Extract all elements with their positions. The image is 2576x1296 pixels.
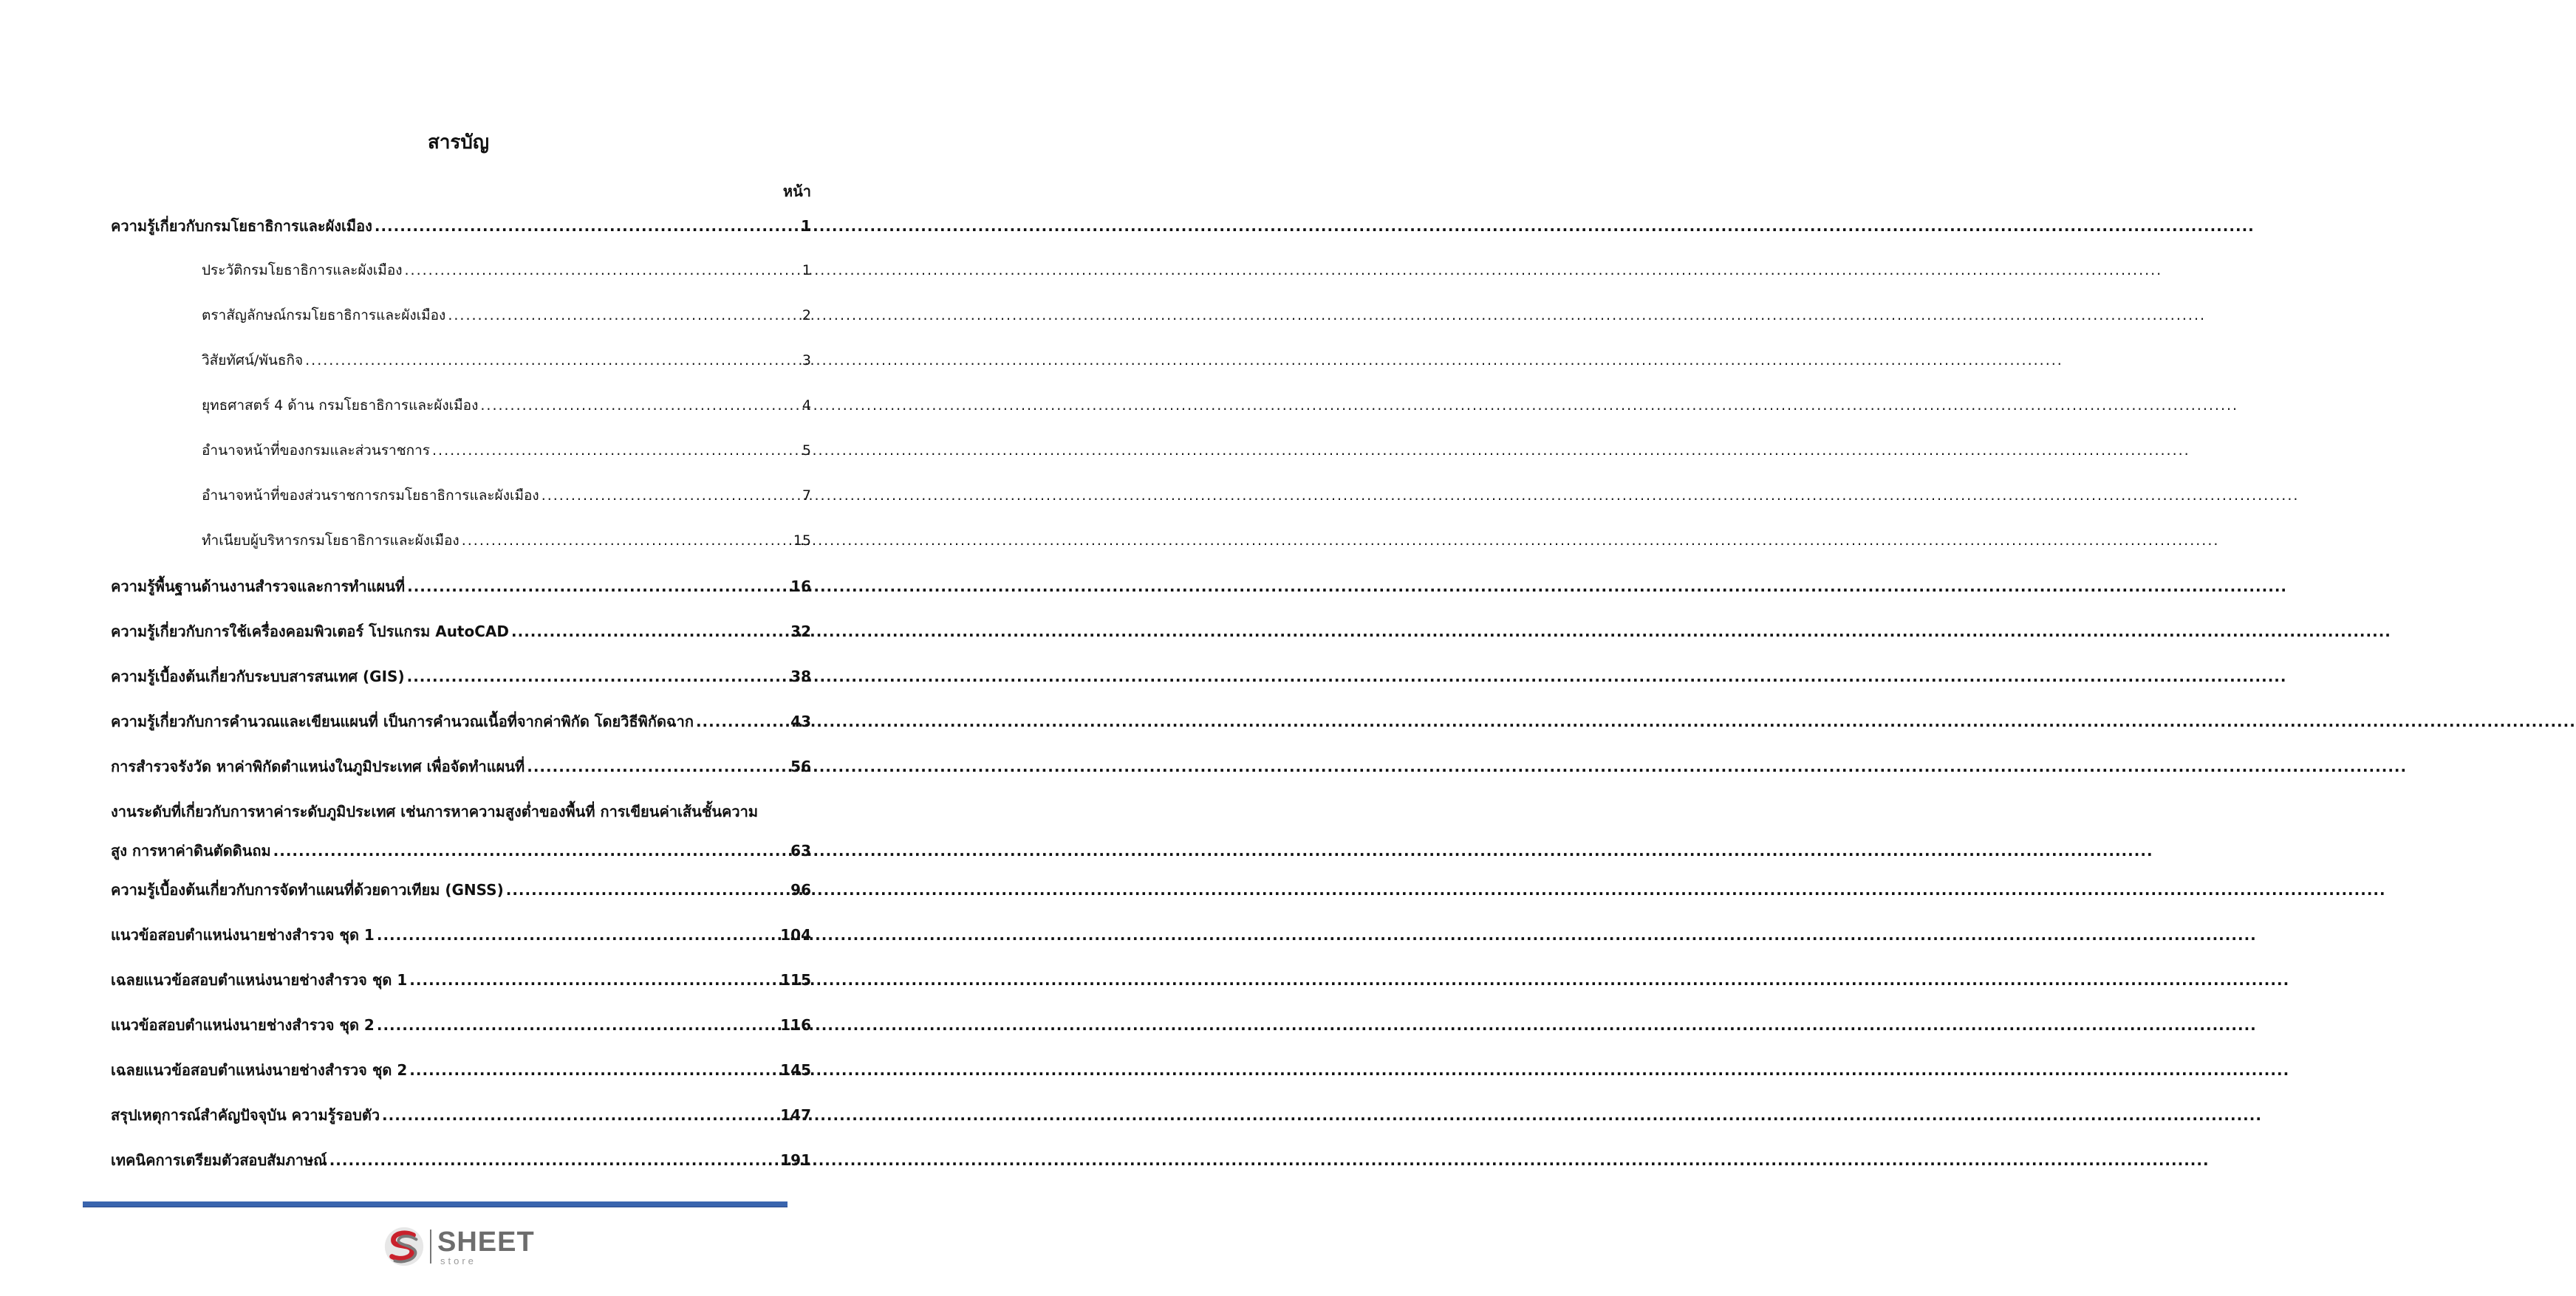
toc-entry[interactable]: ความรู้เบื้องต้นเกี่ยวกับระบบสารสนเทศ (GIS) ..... 38 <box>111 665 811 710</box>
toc-subentry[interactable]: อำนาจหน้าที่ของกรมและส่วนราชการ ..... 5 <box>111 439 811 484</box>
toc-entry[interactable]: การสำรวจรังวัด หาค่าพิกัดตำแหน่งในภูมิประเทศ เพื่อจัดทำแผนที่ ..... 56 <box>111 755 811 800</box>
table-of-contents <box>111 214 811 1193</box>
toc-subentry[interactable]: ทำเนียบผู้บริหารกรมโยธาธิการและผังเมือง ..... 15 <box>111 529 811 575</box>
footer-rule <box>83 1201 788 1207</box>
logo-separator <box>430 1230 431 1264</box>
document-page <box>0 0 917 1296</box>
toc-entry[interactable]: แนวข้อสอบตำแหน่งนายช่างสำรวจ ชุด 2 ..... 116 <box>111 1013 811 1058</box>
toc-entry[interactable]: ความรู้เกี่ยวกับกรมโยธาธิการและผังเมือง ..... 1 <box>111 214 811 259</box>
toc-subentry[interactable]: ยุทธศาสตร์ 4 ด้าน กรมโยธาธิการและผังเมือง ..... 4 <box>111 394 811 439</box>
toc-subentry[interactable]: วิสัยทัศน์/พันธกิจ ..... 3 <box>111 349 811 394</box>
toc-entry[interactable]: เฉลยแนวข้อสอบตำแหน่งนายช่างสำรวจ ชุด 2 ..... 145 <box>111 1058 811 1103</box>
toc-entry[interactable]: เทคนิคการเตรียมตัวสอบสัมภาษณ์ ..... 191 <box>111 1148 811 1193</box>
toc-entry[interactable]: สรุปเหตุการณ์สำคัญปัจจุบัน ความรู้รอบตัว ..... 147 <box>111 1103 811 1148</box>
toc-entry[interactable]: ความรู้เบื้องต้นเกี่ยวกับการจัดทำแผนที่ด้วยดาวเทียม (GNSS) ..... 96 <box>111 878 811 923</box>
toc-subentry[interactable]: ประวัติกรมโยธาธิการและผังเมือง ..... 1 <box>111 259 811 304</box>
page-column-header: หน้า <box>782 182 811 200</box>
logo-subtext: store <box>440 1255 476 1266</box>
sheet-store-logo-icon <box>383 1225 426 1268</box>
toc-entry[interactable]: ความรู้เกี่ยวกับการคำนวณและเขียนแผนที่ เป็นการคำนวณเนื้อที่จากค่าพิกัด โดยวิธีพิกัดฉาก ..... 43 <box>111 710 811 755</box>
logo-wordmark <box>437 1228 535 1266</box>
toc-entry-multiline[interactable]: งานระดับที่เกี่ยวกับการหาค่าระดับภูมิประเทศ เช่นการหาความสูงต่ำของพื้นที่ การเขียนค่าเส้นชั้นความ สูง การหาค่าดินตัดดินถม ..... 63 <box>111 800 811 878</box>
toc-entry[interactable]: เฉลยแนวข้อสอบตำแหน่งนายช่างสำรวจ ชุด 1 ..... 115 <box>111 968 811 1013</box>
sheet-store-logo <box>383 1224 535 1269</box>
toc-subentry[interactable]: อำนาจหน้าที่ของส่วนราชการกรมโยธาธิการและผังเมือง ..... 7 <box>111 484 811 529</box>
toc-entry[interactable]: แนวข้อสอบตำแหน่งนายช่างสำรวจ ชุด 1 ..... 104 <box>111 923 811 968</box>
toc-subentry[interactable]: ตราสัญลักษณ์กรมโยธาธิการและผังเมือง ..... 2 <box>111 304 811 349</box>
toc-entry[interactable]: ความรู้เกี่ยวกับการใช้เครื่องคอมพิวเตอร์ โปรแกรม AutoCAD ..... 32 <box>111 620 811 665</box>
logo-text: SHEET <box>437 1226 535 1258</box>
page-title: สารบัญ <box>427 131 490 154</box>
toc-entry[interactable]: ความรู้พื้นฐานด้านงานสำรวจและการทำแผนที่ ..... 16 <box>111 575 811 620</box>
